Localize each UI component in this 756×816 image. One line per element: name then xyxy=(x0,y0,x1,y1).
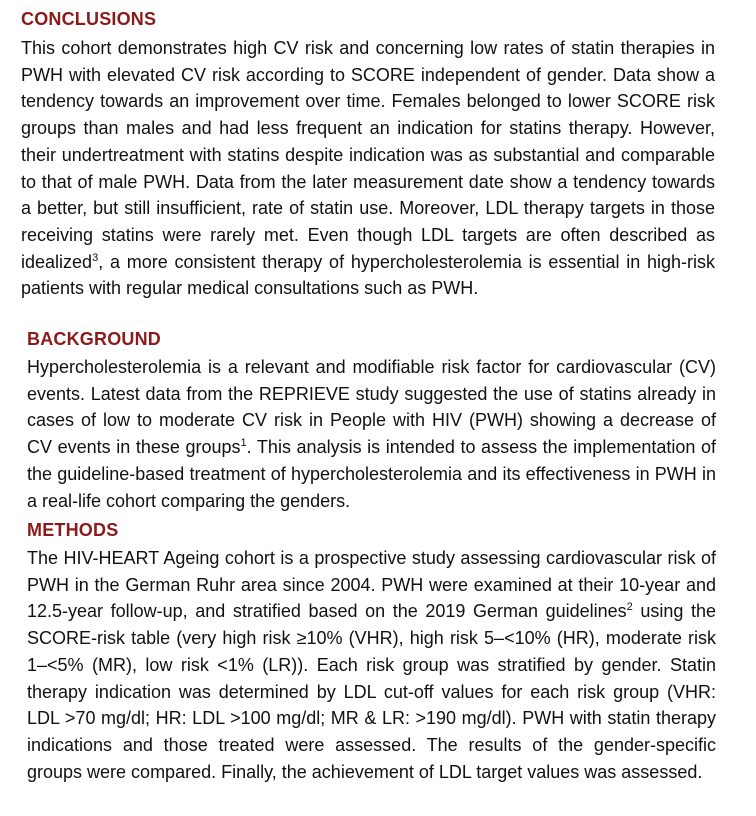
conclusions-text-part2: , a more consistent therapy of hypercholesterolemia is essential in high-risk patients with regular medical consultations such as PWH. xyxy=(21,251,715,299)
conclusions-text-part1: This cohort demonstrates high CV risk and concerning low rates of statin therapies in PWH with elevated CV risk according to SCORE independent of gender. Data show a tendency towards an improvement over time. Females belonged to lower SCORE risk groups than males and had less frequent an indication for statins therapy. However, their undertreatment with statins despite indication was as substantial and comparable to that of male PWH. Data from the later measurement date show a tendency towards a better, but still insufficient, rate of statin use. Moreover, LDL therapy targets in those receiving statins were rarely met. Even though LDL targets are often described as idealized xyxy=(21,38,715,272)
methods-reference: 2 xyxy=(626,601,633,614)
conclusions-heading: CONCLUSIONS xyxy=(21,9,157,29)
background-paragraph xyxy=(27,354,716,514)
background-heading: BACKGROUND xyxy=(27,329,161,349)
methods-text-part2: using the SCORE-risk table (very high risk ≥10% (VHR), high risk 5–<10% (HR), moderate risk 1–<5% (MR), low risk <1% (LR)). Each risk group was stratified by gender. Statin therapy indication was determined by LDL cut-off values for each risk group (VHR: LDL >70 mg/dl; HR: LDL >100 mg/dl; MR & LR: >190 mg/dl). PWH with statin therapy indications and those treated were assessed. The results of the gender-specific groups were compared. Finally, the achievement of LDL target values was assessed. xyxy=(27,601,716,782)
conclusions-reference: 3 xyxy=(92,251,99,264)
background-text-part1: Hypercholesterolemia is a relevant and modifiable risk factor for cardiovascular (CV) events. Latest data from the REPRIEVE study suggested the use of statins already in cases of low to moderate CV risk in People with HIV (PWH) showing a decrease of CV events in these groups xyxy=(27,357,716,458)
conclusions-paragraph xyxy=(21,35,715,302)
methods-paragraph xyxy=(27,545,716,785)
methods-heading: METHODS xyxy=(27,520,119,540)
methods-text-part1: The HIV-HEART Ageing cohort is a prospective study assessing cardiovascular risk of PWH in the German Ruhr area since 2004. PWH were examined at their 10-year and 12.5-year follow-up, and stratified based on the 2019 German guidelines xyxy=(27,548,716,622)
methods-section xyxy=(27,519,716,785)
background-text-part2: . This analysis is intended to assess the implementation of the guideline-based treatment of hypercholesterolemia and its effectiveness in PWH in a real-life cohort comparing the genders. xyxy=(27,437,716,511)
background-section xyxy=(27,328,716,514)
conclusions-section xyxy=(21,8,715,302)
background-reference: 1 xyxy=(240,437,247,450)
